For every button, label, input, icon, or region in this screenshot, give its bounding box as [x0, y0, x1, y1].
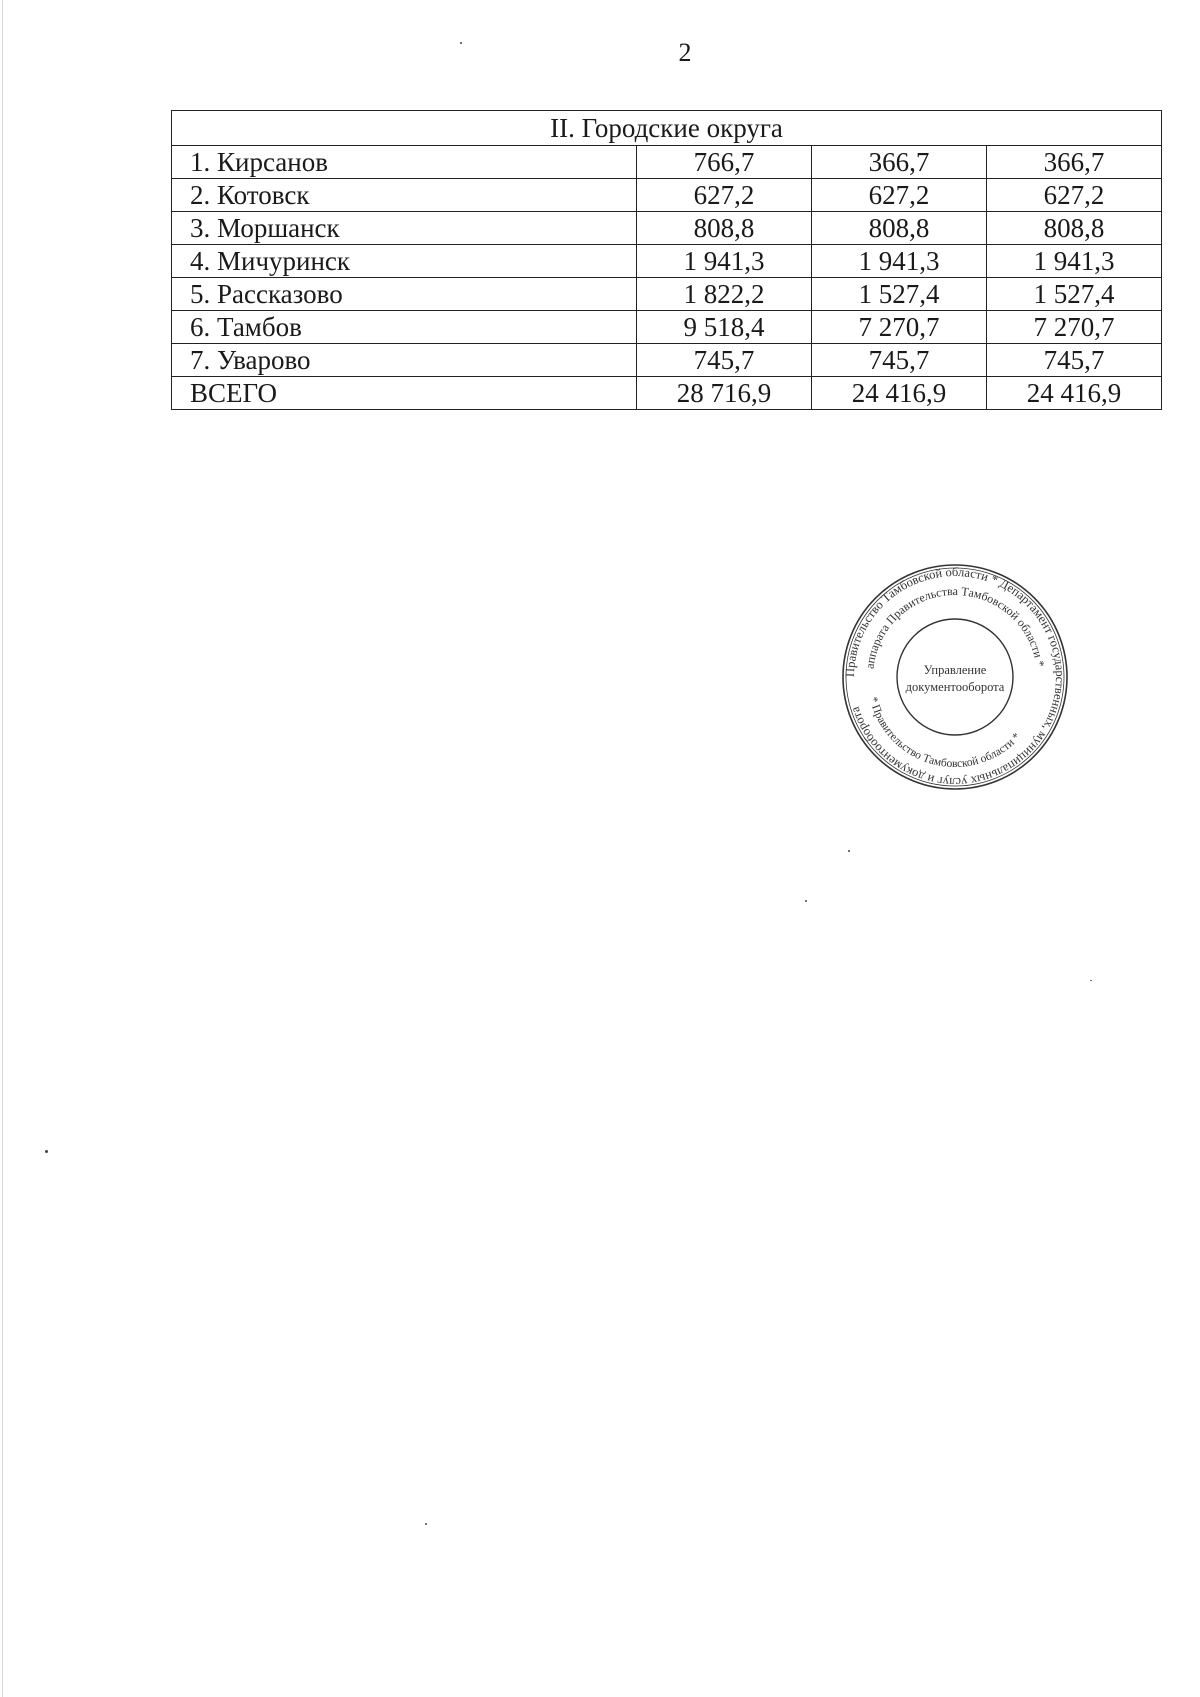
total-label: ВСЕГО: [172, 377, 637, 410]
row-value-3: 7 270,7: [987, 311, 1162, 344]
row-name: 5. Рассказово: [172, 278, 637, 311]
total-value-2: 24 416,9: [812, 377, 987, 410]
row-value-2: 808,8: [812, 212, 987, 245]
districts-table: [171, 110, 1162, 410]
row-value-1: 766,7: [637, 146, 812, 179]
row-name: 7. Уварово: [172, 344, 637, 377]
total-value-1: 28 716,9: [637, 377, 812, 410]
row-value-1: 627,2: [637, 179, 812, 212]
row-name: 3. Моршанск: [172, 212, 637, 245]
row-value-2: 627,2: [812, 179, 987, 212]
total-value-3: 24 416,9: [987, 377, 1162, 410]
row-name: 1. Кирсанов: [172, 146, 637, 179]
scan-speck: [805, 900, 807, 902]
total-row: [172, 377, 1162, 410]
row-value-3: 1 941,3: [987, 245, 1162, 278]
row-value-2: 7 270,7: [812, 311, 987, 344]
row-value-3: 808,8: [987, 212, 1162, 245]
table-row: [172, 212, 1162, 245]
row-name: 6. Тамбов: [172, 311, 637, 344]
row-value-1: 9 518,4: [637, 311, 812, 344]
row-value-2: 1 527,4: [812, 278, 987, 311]
table-row: [172, 344, 1162, 377]
row-value-1: 1 941,3: [637, 245, 812, 278]
stamp-outer-text: Правительство Тамбовской области * Департамент государственных, муниципальных услуг и документооборота: [842, 564, 1068, 790]
scan-speck: [460, 42, 462, 44]
page-number: 2: [678, 38, 692, 67]
table-row: [172, 146, 1162, 179]
section-title: II. Городские округа: [172, 111, 1162, 146]
stamp-center-line-1: Управление: [923, 663, 987, 677]
table-row: [172, 278, 1162, 311]
row-value-1: 808,8: [637, 212, 812, 245]
stamp-inner-text: аппарата Правительства Тамбовской области *: [862, 583, 1048, 670]
stamp-bottom-text: * Правительство Тамбовской области *: [866, 695, 1023, 771]
official-stamp: [840, 562, 1070, 792]
row-value-3: 745,7: [987, 344, 1162, 377]
row-name: 4. Мичуринск: [172, 245, 637, 278]
scan-speck: [425, 1523, 427, 1525]
stamp-center-line-2: документооборота: [905, 680, 1005, 694]
row-value-2: 745,7: [812, 344, 987, 377]
row-value-1: 745,7: [637, 344, 812, 377]
scan-speck: [1090, 980, 1092, 981]
table-row: [172, 245, 1162, 278]
row-value-2: 366,7: [812, 146, 987, 179]
row-value-1: 1 822,2: [637, 278, 812, 311]
row-value-3: 1 527,4: [987, 278, 1162, 311]
scan-edge: [2, 0, 3, 1697]
table-row: [172, 179, 1162, 212]
row-value-2: 1 941,3: [812, 245, 987, 278]
data-table-container: [171, 110, 1161, 410]
row-value-3: 627,2: [987, 179, 1162, 212]
row-name: 2. Котовск: [172, 179, 637, 212]
stamp-seal-icon: [840, 562, 1070, 792]
section-header-row: [172, 111, 1162, 146]
table-row: [172, 311, 1162, 344]
scan-speck: [848, 850, 850, 852]
scan-speck: [45, 1150, 48, 1153]
row-value-3: 366,7: [987, 146, 1162, 179]
